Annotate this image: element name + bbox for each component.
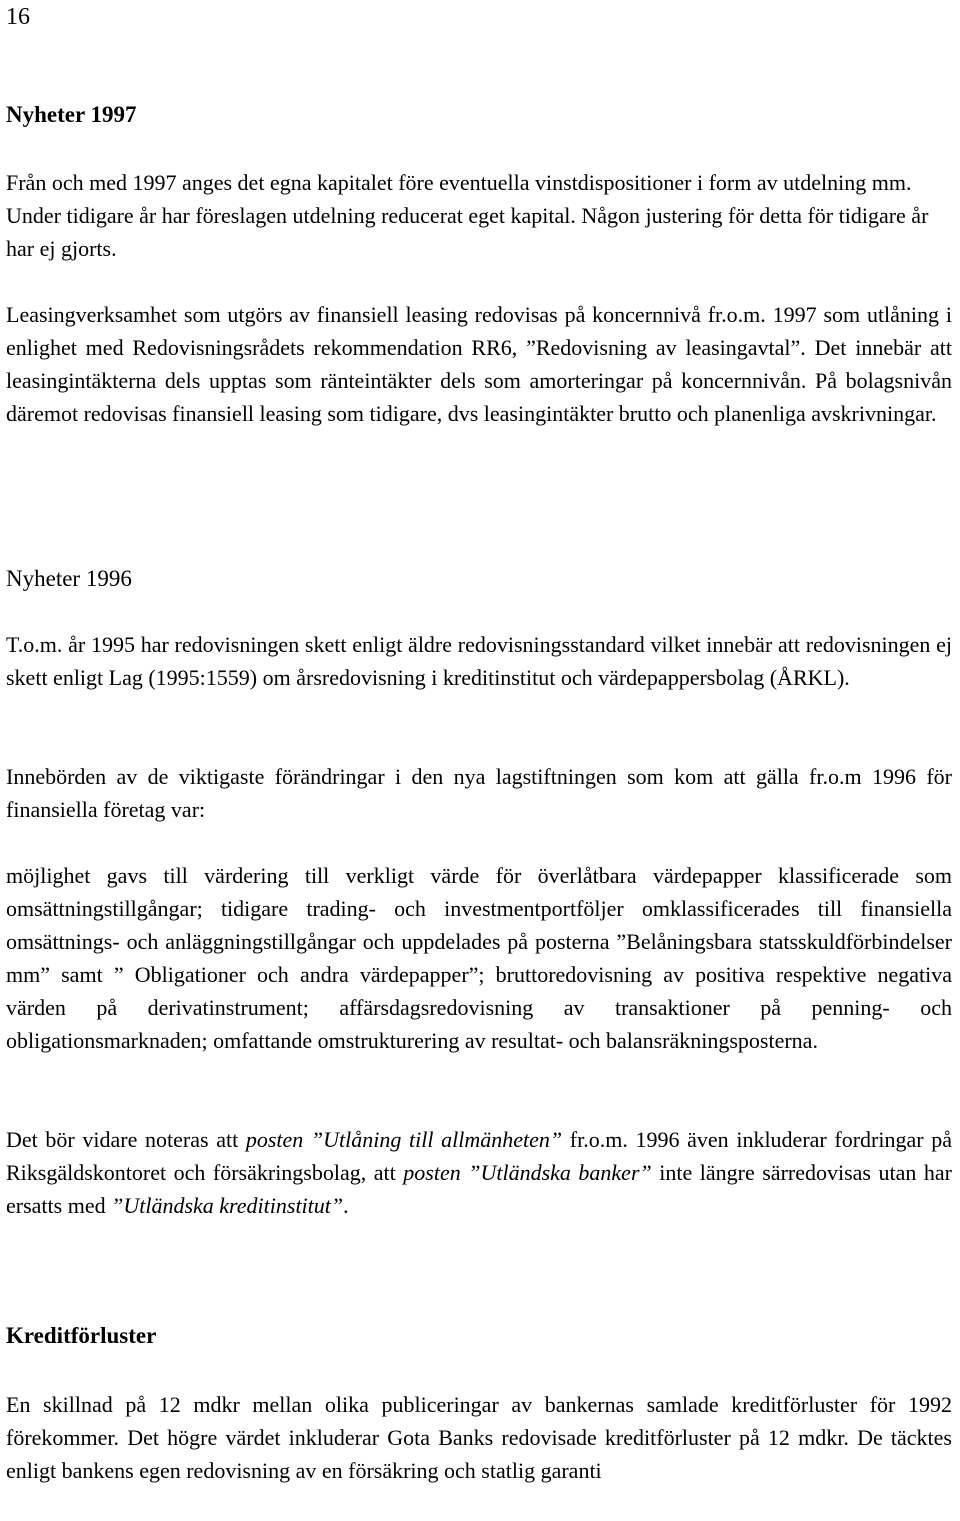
section-credit-losses [6, 1320, 952, 1352]
section-news-1996-body-2 [6, 760, 952, 826]
heading-news-1997: Nyheter 1997 [6, 102, 137, 127]
paragraph-credit-losses: En skillnad på 12 mdkr mellan olika publiceringar av bankernas samlade kreditförluster för 1992 förekommer. Det högre värdet inkluderar Gota Banks redovisade kreditförluster på 12 mdkr. De täcktes enligt bankens egen redovisning av en försäkring och statlig garanti [6, 1392, 952, 1483]
item-lending-public: posten ”Utlåning till allmänheten” [245, 1127, 563, 1152]
note-text-c: fr.o.m. 1996 även inkluderar fordringar på Riksgäldskontoret och försäkringsbolag, att [6, 1127, 952, 1185]
note-text-a: Det bör vidare noteras att [6, 1127, 246, 1152]
note-text-e: inte längre särredovisas utan har ersatts med [6, 1160, 952, 1218]
section-news-1996-body-3 [6, 859, 952, 1057]
paragraph-leasing: Leasingverksamhet som utgörs av finansiell leasing redovisas på koncernnivå fr.o.m. 1997 som utlåning i enlighet med Redovisningsrådets rekommendation RR6, ”Redovisning av leasingavtal”. Det innebär att leasingintäkterna dels upptas som ränteintäkter dels som amorteringar på koncernnivån. På bolagsnivån däremot redovisas finansiell leasing som tidigare, dvs leasingintäkter brutto och planenliga avskrivningar. [6, 302, 952, 426]
paragraph-changes-list: möjlighet gavs till värdering till verkligt värde för överlåtbara värdepapper klassificerade som omsättningstillgångar; tidigare trading- och investmentportföljer omklassificerades till finansiella omsättnings- och anläggningstillgångar och uppdelades på posterna ”Belåningsbara statsskuldförbindelser mm” samt ” Obligationer och andra värdepapper”; bruttoredovisning av positiva respektive negativa värden på derivatinstrument; affärsdagsredovisning av transaktioner på penning- och obligationsmarknaden; omfattande omstrukturering av resultat- och balansräkningsposterna. [6, 863, 952, 1053]
heading-credit-losses: Kreditförluster [6, 1323, 157, 1348]
section-news-1996-body-4 [6, 1123, 952, 1222]
section-news-1997-body-1 [6, 166, 952, 265]
paragraph-standard: T.o.m. år 1995 har redovisningen skett enligt äldre redovisningsstandard vilket innebär att redovisningen ej skett enligt Lag (1995:1559) om årsredovisning i kreditinstitut och värdepappersbolag (ÅRKL). [6, 632, 952, 690]
section-news-1997-body-2 [6, 298, 952, 430]
note-text-g: . [343, 1193, 349, 1218]
paragraph-item-notes [6, 1123, 952, 1222]
heading-news-1996: Nyheter 1996 [6, 566, 132, 591]
section-news-1997 [6, 99, 952, 131]
item-foreign-banks: posten ”Utländska banker” [403, 1160, 652, 1185]
section-credit-losses-body [6, 1388, 952, 1487]
page-number: 16 [6, 4, 30, 30]
section-news-1996-body-1 [6, 628, 952, 694]
paragraph-equity: Från och med 1997 anges det egna kapitalet före eventuella vinstdispositioner i form av utdelning mm. Under tidigare år har föreslagen utdelning reducerat eget kapital. Någon justering för detta för tidigare år har ej gjorts. [6, 170, 929, 261]
section-news-1996 [6, 563, 952, 595]
paragraph-changes-intro: Innebörden av de viktigaste förändringar i den nya lagstiftningen som kom att gälla fr.o.m 1996 för finansiella företag var: [6, 764, 952, 822]
item-foreign-credit-institutions: ”Utländska kreditinstitut” [111, 1193, 344, 1218]
